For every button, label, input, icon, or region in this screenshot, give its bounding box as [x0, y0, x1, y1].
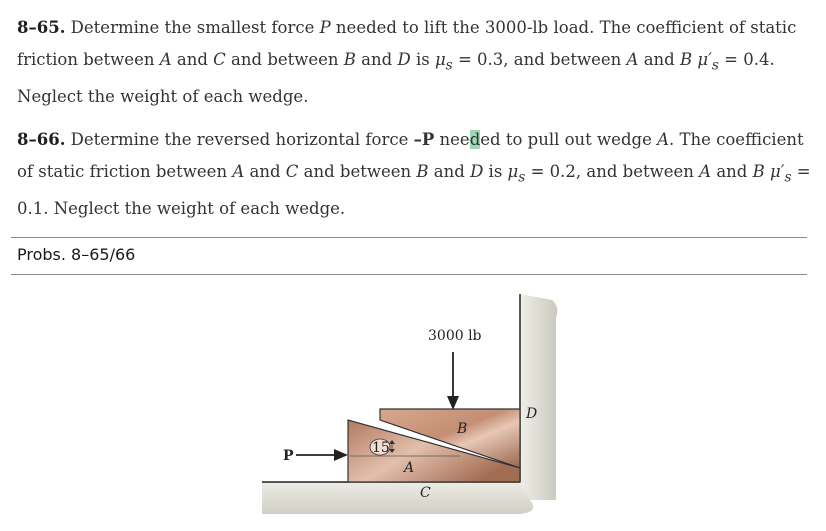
- angle-label: 15: [372, 440, 390, 456]
- var-b: B: [752, 162, 765, 181]
- mu-prime-subscript: s: [784, 169, 792, 186]
- text: and: [638, 50, 680, 69]
- mu-s: μ: [507, 162, 519, 181]
- label-d: D: [526, 406, 538, 422]
- wall: [520, 294, 557, 500]
- var-a: A: [657, 130, 669, 149]
- text: and: [355, 50, 398, 69]
- text: and: [171, 50, 214, 69]
- var-a: A: [699, 162, 712, 181]
- var-a: A: [159, 50, 172, 69]
- text: and: [428, 162, 471, 181]
- mu-prime-subscript: s: [711, 57, 719, 74]
- load-arrow-head: [447, 396, 459, 410]
- problem-number: 8–65.: [17, 18, 66, 37]
- text: and: [244, 162, 286, 181]
- text: and: [711, 162, 753, 181]
- mu-s-subscript: s: [445, 57, 453, 74]
- mu-prime: μ′: [764, 162, 785, 181]
- text: ed to pull out wedge: [480, 130, 658, 149]
- text: = 0.4. Neglect the weight of each wedge.: [17, 50, 775, 107]
- var-c: C: [285, 162, 299, 181]
- text: and between: [225, 50, 344, 69]
- text: nee: [434, 130, 470, 149]
- var-c: C: [213, 50, 226, 69]
- text: Determine the smallest force: [65, 18, 320, 37]
- text: and between: [298, 162, 417, 181]
- force-p-label: P: [283, 448, 294, 464]
- text: Determine the reversed horizontal force: [65, 130, 414, 149]
- text: . The coefficient of static friction between: [17, 130, 804, 181]
- force-p-arrow-head: [334, 449, 348, 461]
- text: needed to lift the 3000-lb load. The coefficient of static friction between: [17, 18, 797, 69]
- mu-s-subscript: s: [518, 169, 526, 186]
- text: = 0.3, and between: [452, 50, 627, 69]
- force-neg-p: –P: [413, 130, 435, 149]
- label-b: B: [457, 421, 468, 437]
- label-c: C: [420, 485, 431, 501]
- text: = 0.1. Neglect the weight of each wedge.: [17, 162, 811, 219]
- text-cursor-highlight: d: [469, 130, 481, 149]
- figure-caption: Probs. 8–65/66: [17, 245, 136, 264]
- var-d: D: [397, 50, 411, 69]
- var-b: B: [416, 162, 429, 181]
- label-a: A: [404, 460, 415, 476]
- load-label: 3000 lb: [428, 328, 482, 344]
- var-b: B: [343, 50, 356, 69]
- ground: [262, 482, 533, 514]
- text: = 0.2, and between: [525, 162, 700, 181]
- var-a: A: [232, 162, 245, 181]
- problem-number: 8–66.: [17, 130, 66, 149]
- mu-s: μ: [434, 50, 446, 69]
- var-b: B: [680, 50, 693, 69]
- text: is: [410, 50, 435, 69]
- var-a: A: [626, 50, 639, 69]
- var-p: P: [319, 18, 331, 37]
- var-d: D: [470, 162, 484, 181]
- mu-prime: μ′: [692, 50, 712, 69]
- text: is: [483, 162, 508, 181]
